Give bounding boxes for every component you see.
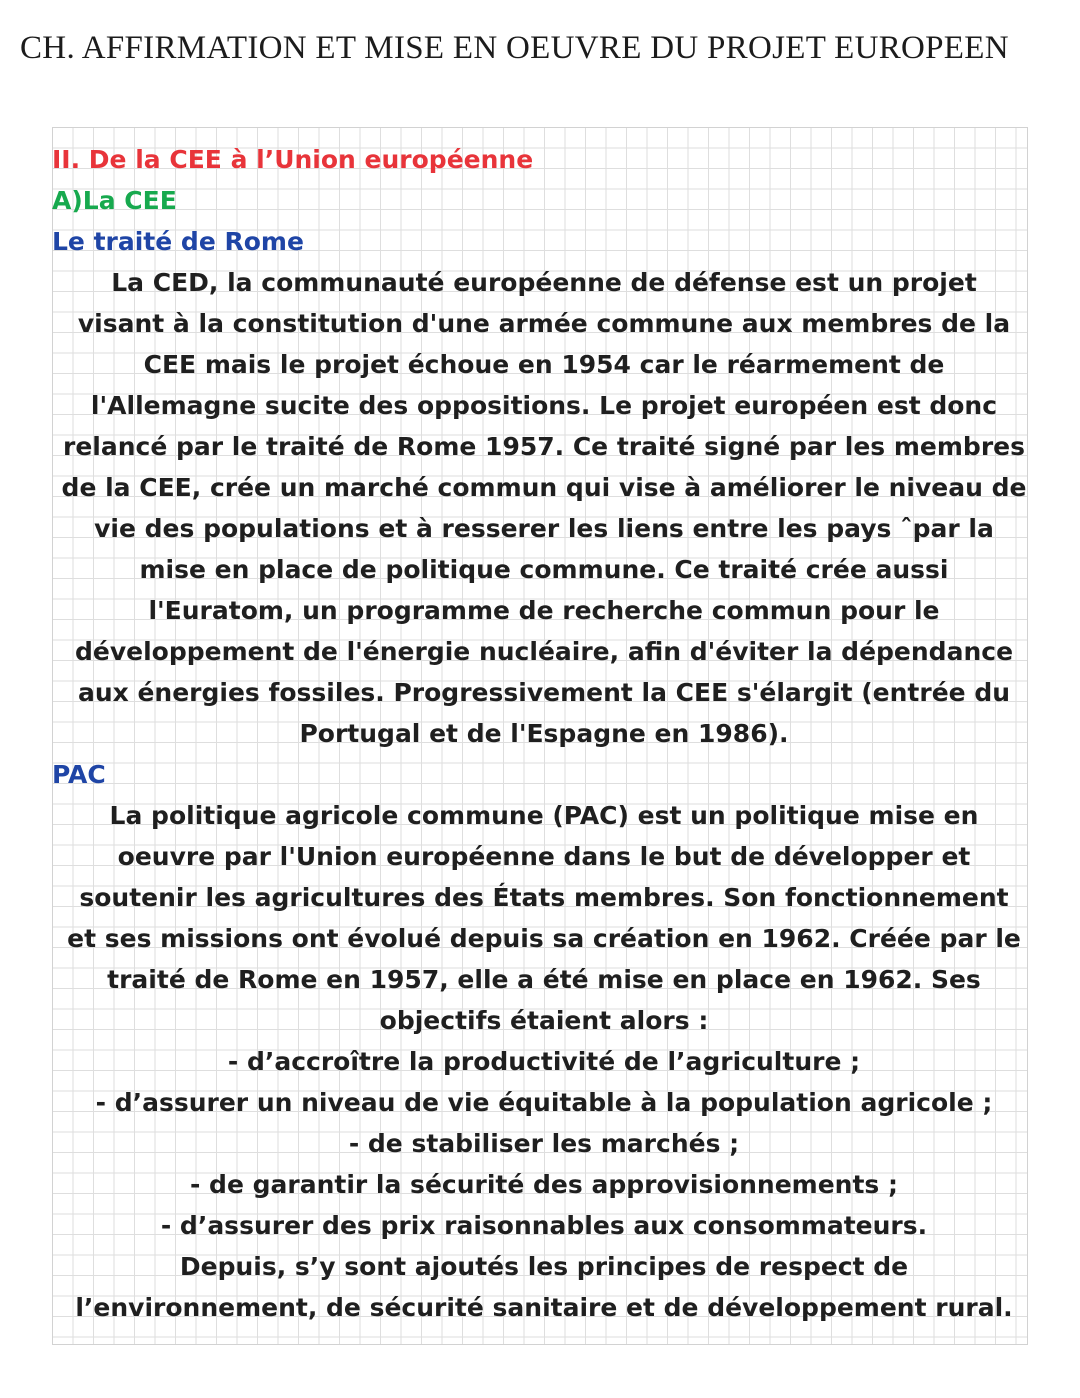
paragraph-line: l’environnement, de sécurité sanitaire et de développement rural. — [75, 1293, 1013, 1322]
paragraph-line: l'Euratom, un programme de recherche commun pour le — [148, 596, 940, 625]
paragraph-line: La politique agricole commune (PAC) est un politique mise en — [109, 801, 979, 830]
topic-title-pac: PAC — [52, 760, 106, 789]
paragraph-line: et ses missions ont évolué depuis sa création en 1962. Créée par le — [67, 924, 1021, 953]
paragraph-pac-closing — [52, 1246, 1036, 1328]
list-item: - d’assurer des prix raisonnables aux consommateurs. — [160, 1211, 928, 1240]
paragraph-line: Depuis, s’y sont ajoutés les principes de respect de — [179, 1252, 909, 1281]
list-item: - de stabiliser les marchés ; — [348, 1129, 740, 1158]
paragraph-line: soutenir les agricultures des États membres. Son fonctionnement — [79, 883, 1009, 912]
paragraph-line: La CED, la communauté européenne de défense est un projet — [111, 268, 977, 297]
paragraph-line: Portugal et de l'Espagne en 1986). — [299, 719, 789, 748]
paragraph-line: CEE mais le projet échoue en 1954 car le réarmement de — [143, 350, 945, 379]
paragraph-line: de la CEE, crée un marché commun qui vise à améliorer le niveau de — [61, 473, 1027, 502]
list-item: - de garantir la sécurité des approvisionnements ; — [189, 1170, 899, 1199]
paragraph-line: vie des populations et à resserer les liens entre les pays ˆpar la — [94, 514, 994, 543]
list-item: - d’assurer un niveau de vie équitable à la population agricole ; — [95, 1088, 993, 1117]
list-item: - d’accroître la productivité de l’agriculture ; — [227, 1047, 861, 1076]
paragraph-line: oeuvre par l'Union européenne dans le but de développer et — [117, 842, 971, 871]
paragraph-pac — [52, 795, 1036, 1041]
topic-title-traite-de-rome: Le traité de Rome — [52, 227, 304, 256]
paragraph-line: traité de Rome en 1957, elle a été mise en place en 1962. Ses — [107, 965, 981, 994]
paragraph-line: développement de l'énergie nucléaire, afin d'éviter la dépendance — [74, 637, 1014, 666]
pac-objectives-list — [52, 1041, 1036, 1246]
paragraph-line: relancé par le traité de Rome 1957. Ce traité signé par les membres — [63, 432, 1025, 461]
paragraph-line: l'Allemagne sucite des oppositions. Le projet européen est donc — [90, 391, 998, 420]
paragraph-line: mise en place de politique commune. Ce traité crée aussi — [139, 555, 949, 584]
paragraph-line: visant à la constitution d'une armée commune aux membres de la — [77, 309, 1011, 338]
notes-content — [52, 139, 1036, 1328]
paragraph-traite-de-rome — [52, 262, 1036, 754]
paragraph-line: objectifs étaient alors : — [379, 1006, 709, 1035]
section-heading: II. De la CEE à l’Union européenne — [52, 145, 534, 174]
paragraph-line: aux énergies fossiles. Progressivement la CEE s'élargit (entrée du — [77, 678, 1011, 707]
subsection-heading: A)La CEE — [52, 186, 177, 215]
page-title: CH. AFFIRMATION ET MISE EN OEUVRE DU PROJET EUROPEEN — [20, 30, 1009, 66]
